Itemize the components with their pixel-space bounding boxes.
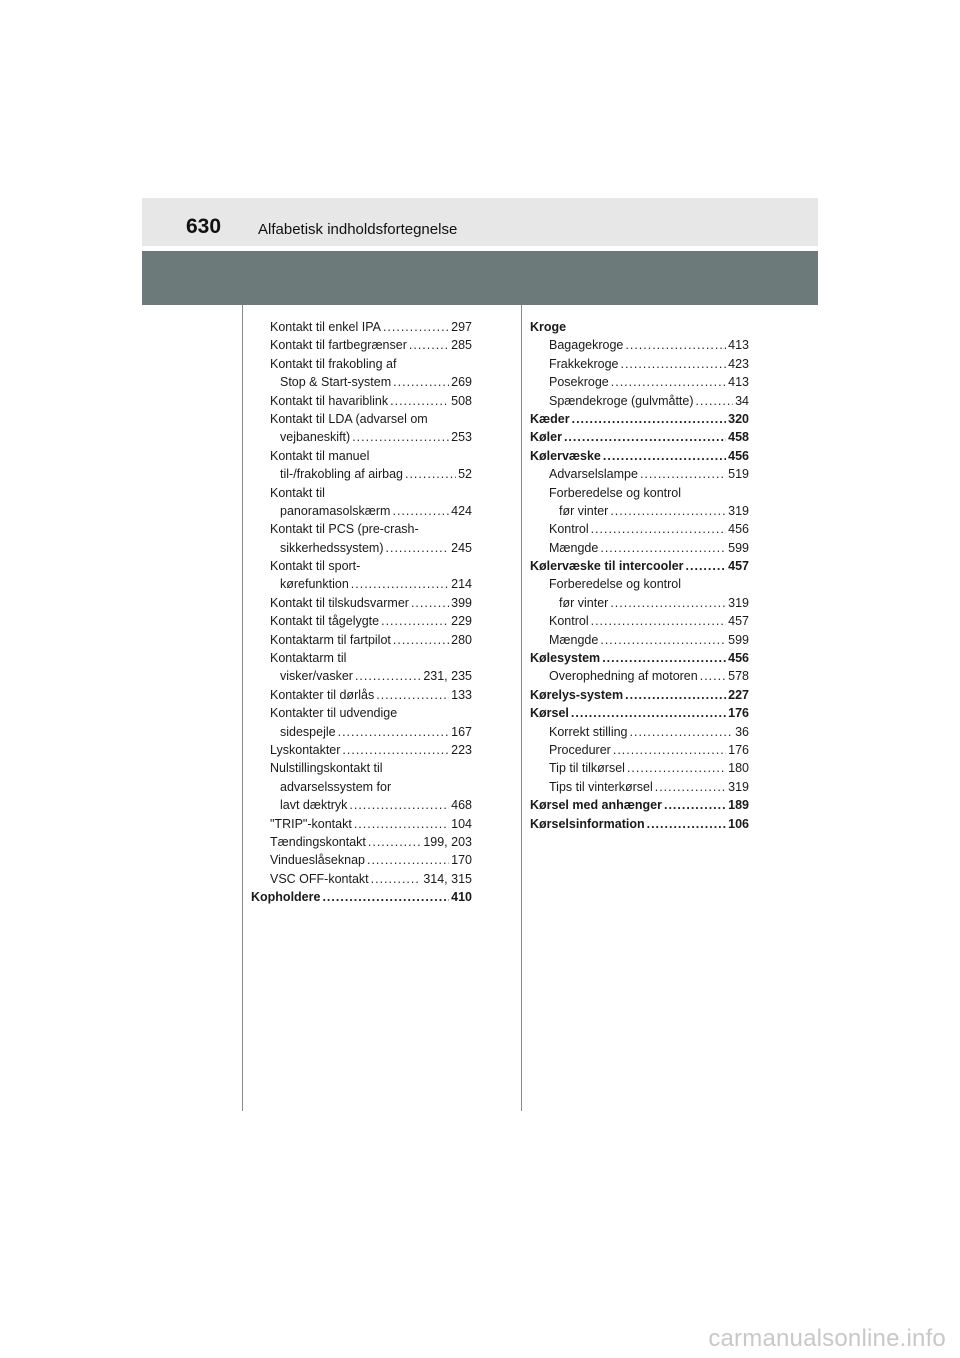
dot-leader <box>630 723 734 741</box>
page-number: 630 <box>186 215 222 238</box>
index-entry-label: Spændekroge (gulvmåtte) <box>549 393 694 408</box>
index-entry-pages: 319 <box>728 595 749 610</box>
index-entry <box>251 336 472 354</box>
index-entry <box>251 594 472 612</box>
index-entry <box>251 318 472 336</box>
dot-leader <box>591 520 727 538</box>
page-header-title: Alfabetisk indholdsfortegnelse <box>258 221 458 238</box>
index-entry <box>530 557 749 575</box>
index-entry-label: VSC OFF-kontakt <box>270 871 369 886</box>
dot-leader <box>620 355 726 373</box>
index-entry <box>251 833 472 851</box>
dot-leader <box>351 575 449 593</box>
index-entry-pages: 456 <box>728 448 749 463</box>
index-entry <box>251 373 472 391</box>
index-entry-pages: 457 <box>728 614 749 629</box>
dot-leader <box>371 870 422 888</box>
index-entry-label: kørefunktion <box>280 577 349 592</box>
index-entry-label: Kontrol <box>549 614 589 629</box>
index-entry-pages: 269 <box>451 375 472 390</box>
index-entry-label: vejbaneskift) <box>280 430 351 445</box>
index-entry-label: sidespejle <box>280 724 336 739</box>
index-entry-label: Kølervæske <box>530 448 601 463</box>
index-entry <box>530 667 749 685</box>
index-entry-label: advarselssystem for <box>280 779 392 794</box>
index-entry <box>251 557 472 575</box>
dot-leader <box>625 686 726 704</box>
dot-leader <box>655 778 726 796</box>
index-entry <box>251 704 472 722</box>
dot-leader <box>611 373 726 391</box>
index-entry <box>530 447 749 465</box>
index-entry <box>530 520 749 538</box>
index-entry-label: Kontakter til dørlås <box>270 687 375 702</box>
index-entry <box>530 318 749 336</box>
dot-leader <box>376 686 449 704</box>
index-entry-label: Procedurer <box>549 742 611 757</box>
index-entry <box>251 502 472 520</box>
index-entry-label: Kontakt til sport- <box>270 559 361 574</box>
index-column-left <box>251 318 472 907</box>
dot-leader <box>600 631 726 649</box>
index-entry-pages: 231, 235 <box>423 669 472 684</box>
dot-leader <box>627 759 726 777</box>
index-entry-pages: 319 <box>728 779 749 794</box>
dot-leader <box>700 667 726 685</box>
index-entry-label: Kørsel med anhænger <box>530 798 662 813</box>
index-entry-pages: 36 <box>735 724 749 739</box>
index-entry-pages: 229 <box>451 614 472 629</box>
dot-leader <box>571 704 726 722</box>
index-entry-label: Nulstillingskontakt til <box>270 761 383 776</box>
index-entry <box>251 723 472 741</box>
index-entry-label: Vindueslåseknap <box>270 853 365 868</box>
index-entry <box>530 704 749 722</box>
dot-leader <box>367 851 449 869</box>
index-entry-label: Kontaktarm til <box>270 651 347 666</box>
dot-leader <box>600 539 726 557</box>
index-entry <box>251 870 472 888</box>
index-entry-label: Kørselsinformation <box>530 816 645 831</box>
index-entry <box>530 502 749 520</box>
index-entry <box>530 594 749 612</box>
index-entry-pages: 314, 315 <box>423 871 472 886</box>
dot-leader <box>603 447 726 465</box>
index-entry-pages: 319 <box>728 503 749 518</box>
index-entry-pages: 180 <box>728 761 749 776</box>
dot-leader <box>390 392 449 410</box>
index-entry-pages: 413 <box>728 338 749 353</box>
index-entry <box>251 759 472 777</box>
index-entry-pages: 52 <box>458 467 472 482</box>
index-entry-label: Bagagekroge <box>549 338 624 353</box>
index-entry-label: Kontakt til <box>270 485 325 500</box>
dot-leader <box>409 336 449 354</box>
index-entry-pages: 106 <box>728 816 749 831</box>
dot-leader <box>625 336 726 354</box>
index-entry <box>530 612 749 630</box>
index-entry-pages: 320 <box>728 411 749 426</box>
index-entry-label: visker/vasker <box>280 669 353 684</box>
index-entry-label: før vinter <box>559 503 609 518</box>
index-entry <box>530 686 749 704</box>
index-entry <box>530 428 749 446</box>
index-entry <box>251 741 472 759</box>
index-entry-pages: 170 <box>451 853 472 868</box>
index-entry <box>251 667 472 685</box>
index-entry <box>530 392 749 410</box>
index-entry-label: Kontaktarm til fartpilot <box>270 632 391 647</box>
index-entry-pages: 458 <box>728 430 749 445</box>
index-entry <box>251 465 472 483</box>
index-entry <box>251 649 472 667</box>
index-entry-pages: 399 <box>451 595 472 610</box>
index-entry-pages: 133 <box>451 687 472 702</box>
index-entry-label: Lyskontakter <box>270 742 341 757</box>
dot-leader <box>386 539 450 557</box>
index-entry <box>251 686 472 704</box>
index-entry <box>530 759 749 777</box>
index-entry-label: Kontakt til manuel <box>270 448 370 463</box>
dot-leader <box>383 318 449 336</box>
dot-leader <box>602 649 726 667</box>
dot-leader <box>564 428 726 446</box>
left-column-rule <box>242 305 243 1111</box>
index-entry <box>530 649 749 667</box>
index-entry-label: Kontrol <box>549 522 589 537</box>
index-entry-pages: 599 <box>728 632 749 647</box>
index-entry-pages: 104 <box>451 816 472 831</box>
index-entry-pages: 413 <box>728 375 749 390</box>
index-entry-label: til-/frakobling af airbag <box>280 467 403 482</box>
dot-leader <box>381 612 449 630</box>
index-entry-pages: 214 <box>451 577 472 592</box>
index-entry-label: "TRIP"-kontakt <box>270 816 352 831</box>
dot-leader <box>322 888 449 906</box>
index-entry <box>530 741 749 759</box>
index-entry-label: Mængde <box>549 540 599 555</box>
index-entry-pages: 457 <box>728 559 749 574</box>
index-entry-label: Kølervæske til intercooler <box>530 559 684 574</box>
index-entry <box>251 778 472 796</box>
index-entry-pages: 297 <box>451 320 472 334</box>
index-entry <box>251 410 472 428</box>
dot-leader <box>613 741 726 759</box>
index-entry <box>530 336 749 354</box>
dot-leader <box>405 465 456 483</box>
dot-leader <box>647 815 727 833</box>
index-entry-pages: 456 <box>728 651 749 666</box>
index-entry-label: Køler <box>530 430 562 445</box>
dot-leader <box>411 594 449 612</box>
index-entry <box>251 796 472 814</box>
index-entry-label: før vinter <box>559 595 609 610</box>
index-entry <box>251 575 472 593</box>
index-entry <box>530 410 749 428</box>
index-entry <box>530 355 749 373</box>
index-entry <box>251 392 472 410</box>
index-entry-label: Stop & Start-system <box>280 375 392 390</box>
index-entry-label: Advarselslampe <box>549 467 638 482</box>
index-entry-label: Kontakter til udvendige <box>270 706 398 721</box>
index-entry-pages: 223 <box>451 742 472 757</box>
watermark-text: carmanualsonline.info <box>708 1325 946 1352</box>
dot-leader <box>338 723 450 741</box>
index-entry-label: Kølesystem <box>530 651 601 666</box>
index-entry-label: Kæder <box>530 411 570 426</box>
dot-leader <box>696 392 734 410</box>
index-entry-label: lavt dæktryk <box>280 798 348 813</box>
index-entry-pages: 189 <box>728 798 749 813</box>
index-entry <box>530 631 749 649</box>
index-entry <box>251 539 472 557</box>
index-entry <box>530 723 749 741</box>
middle-column-rule <box>521 305 522 1111</box>
index-entry-label: Kontakt til tilskudsvarmer <box>270 595 409 610</box>
index-entry <box>530 796 749 814</box>
dot-leader <box>591 612 727 630</box>
dot-leader <box>393 631 449 649</box>
dot-leader <box>349 796 449 814</box>
dot-leader <box>368 833 421 851</box>
index-entry <box>251 520 472 538</box>
dot-leader <box>352 428 449 446</box>
dot-leader <box>354 815 449 833</box>
index-entry-pages: 34 <box>735 393 749 408</box>
index-entry <box>530 539 749 557</box>
index-entry-pages: 508 <box>451 393 472 408</box>
index-entry-label: Kontakt til PCS (pre-crash- <box>270 522 419 537</box>
index-entry-label: Forberedelse og kontrol <box>549 577 682 592</box>
index-entry-label: Kopholdere <box>251 890 321 905</box>
index-entry-pages: 280 <box>451 632 472 647</box>
index-entry-pages: 199, 203 <box>423 834 472 849</box>
index-column-right <box>530 318 749 833</box>
index-entry-pages: 176 <box>728 742 749 757</box>
index-entry <box>530 778 749 796</box>
index-entry-pages: 167 <box>451 724 472 739</box>
dot-leader <box>342 741 449 759</box>
index-entry <box>251 612 472 630</box>
index-entry-label: Kontakt til LDA (advarsel om <box>270 411 428 426</box>
dot-leader <box>640 465 726 483</box>
index-entry-label: Kørsel <box>530 706 569 721</box>
index-entry-pages: 456 <box>728 522 749 537</box>
index-entry-label: Forberedelse og kontrol <box>549 485 682 500</box>
index-entry <box>251 888 472 906</box>
index-entry-label: Tip til tilkørsel <box>549 761 625 776</box>
index-entry-label: Kontakt til frakobling af <box>270 356 397 371</box>
index-entry-label: panoramasolskærm <box>280 503 391 518</box>
index-entry <box>251 355 472 373</box>
section-bar <box>142 251 818 305</box>
index-entry-pages: 245 <box>451 540 472 555</box>
index-entry <box>251 851 472 869</box>
index-entry-pages: 176 <box>728 706 749 721</box>
index-entry-pages: 227 <box>728 687 749 702</box>
dot-leader <box>664 796 726 814</box>
index-entry <box>251 428 472 446</box>
index-entry-label: Kontakt til fartbegrænser <box>270 338 407 353</box>
dot-leader <box>686 557 727 575</box>
index-entry <box>251 815 472 833</box>
index-entry-pages: 253 <box>451 430 472 445</box>
index-entry-label: Kontakt til enkel IPA <box>270 320 381 334</box>
index-entry <box>530 465 749 483</box>
index-entry-pages: 423 <box>728 356 749 371</box>
index-entry-pages: 599 <box>728 540 749 555</box>
index-entry-pages: 285 <box>451 338 472 353</box>
index-entry-label: Kontakt til havariblink <box>270 393 389 408</box>
index-entry-label: sikkerhedssystem) <box>280 540 384 555</box>
index-entry-label: Kroge <box>530 320 567 334</box>
index-entry-label: Posekroge <box>549 375 609 390</box>
index-entry-pages: 410 <box>451 890 472 905</box>
index-entry-label: Kørelys-system <box>530 687 624 702</box>
index-entry <box>530 484 749 502</box>
index-entry-pages: 468 <box>451 798 472 813</box>
index-entry-pages: 578 <box>728 669 749 684</box>
index-entry-label: Overophedning af motoren <box>549 669 698 684</box>
header-band <box>142 198 818 246</box>
index-entry <box>530 815 749 833</box>
index-entry <box>530 373 749 391</box>
index-entry-label: Mængde <box>549 632 599 647</box>
dot-leader <box>610 594 726 612</box>
dot-leader <box>393 373 449 391</box>
dot-leader <box>355 667 421 685</box>
dot-leader <box>610 502 726 520</box>
index-entry <box>251 631 472 649</box>
dot-leader <box>572 410 727 428</box>
index-entry-pages: 424 <box>451 503 472 518</box>
index-entry-label: Kontakt til tågelygte <box>270 614 380 629</box>
index-entry-label: Tændingskontakt <box>270 834 366 849</box>
index-entry-label: Frakkekroge <box>549 356 619 371</box>
index-entry-label: Tips til vinterkørsel <box>549 779 653 794</box>
index-entry <box>251 484 472 502</box>
index-entry <box>251 447 472 465</box>
index-entry-label: Korrekt stilling <box>549 724 628 739</box>
dot-leader <box>392 502 449 520</box>
index-entry-pages: 519 <box>728 467 749 482</box>
index-entry <box>530 575 749 593</box>
